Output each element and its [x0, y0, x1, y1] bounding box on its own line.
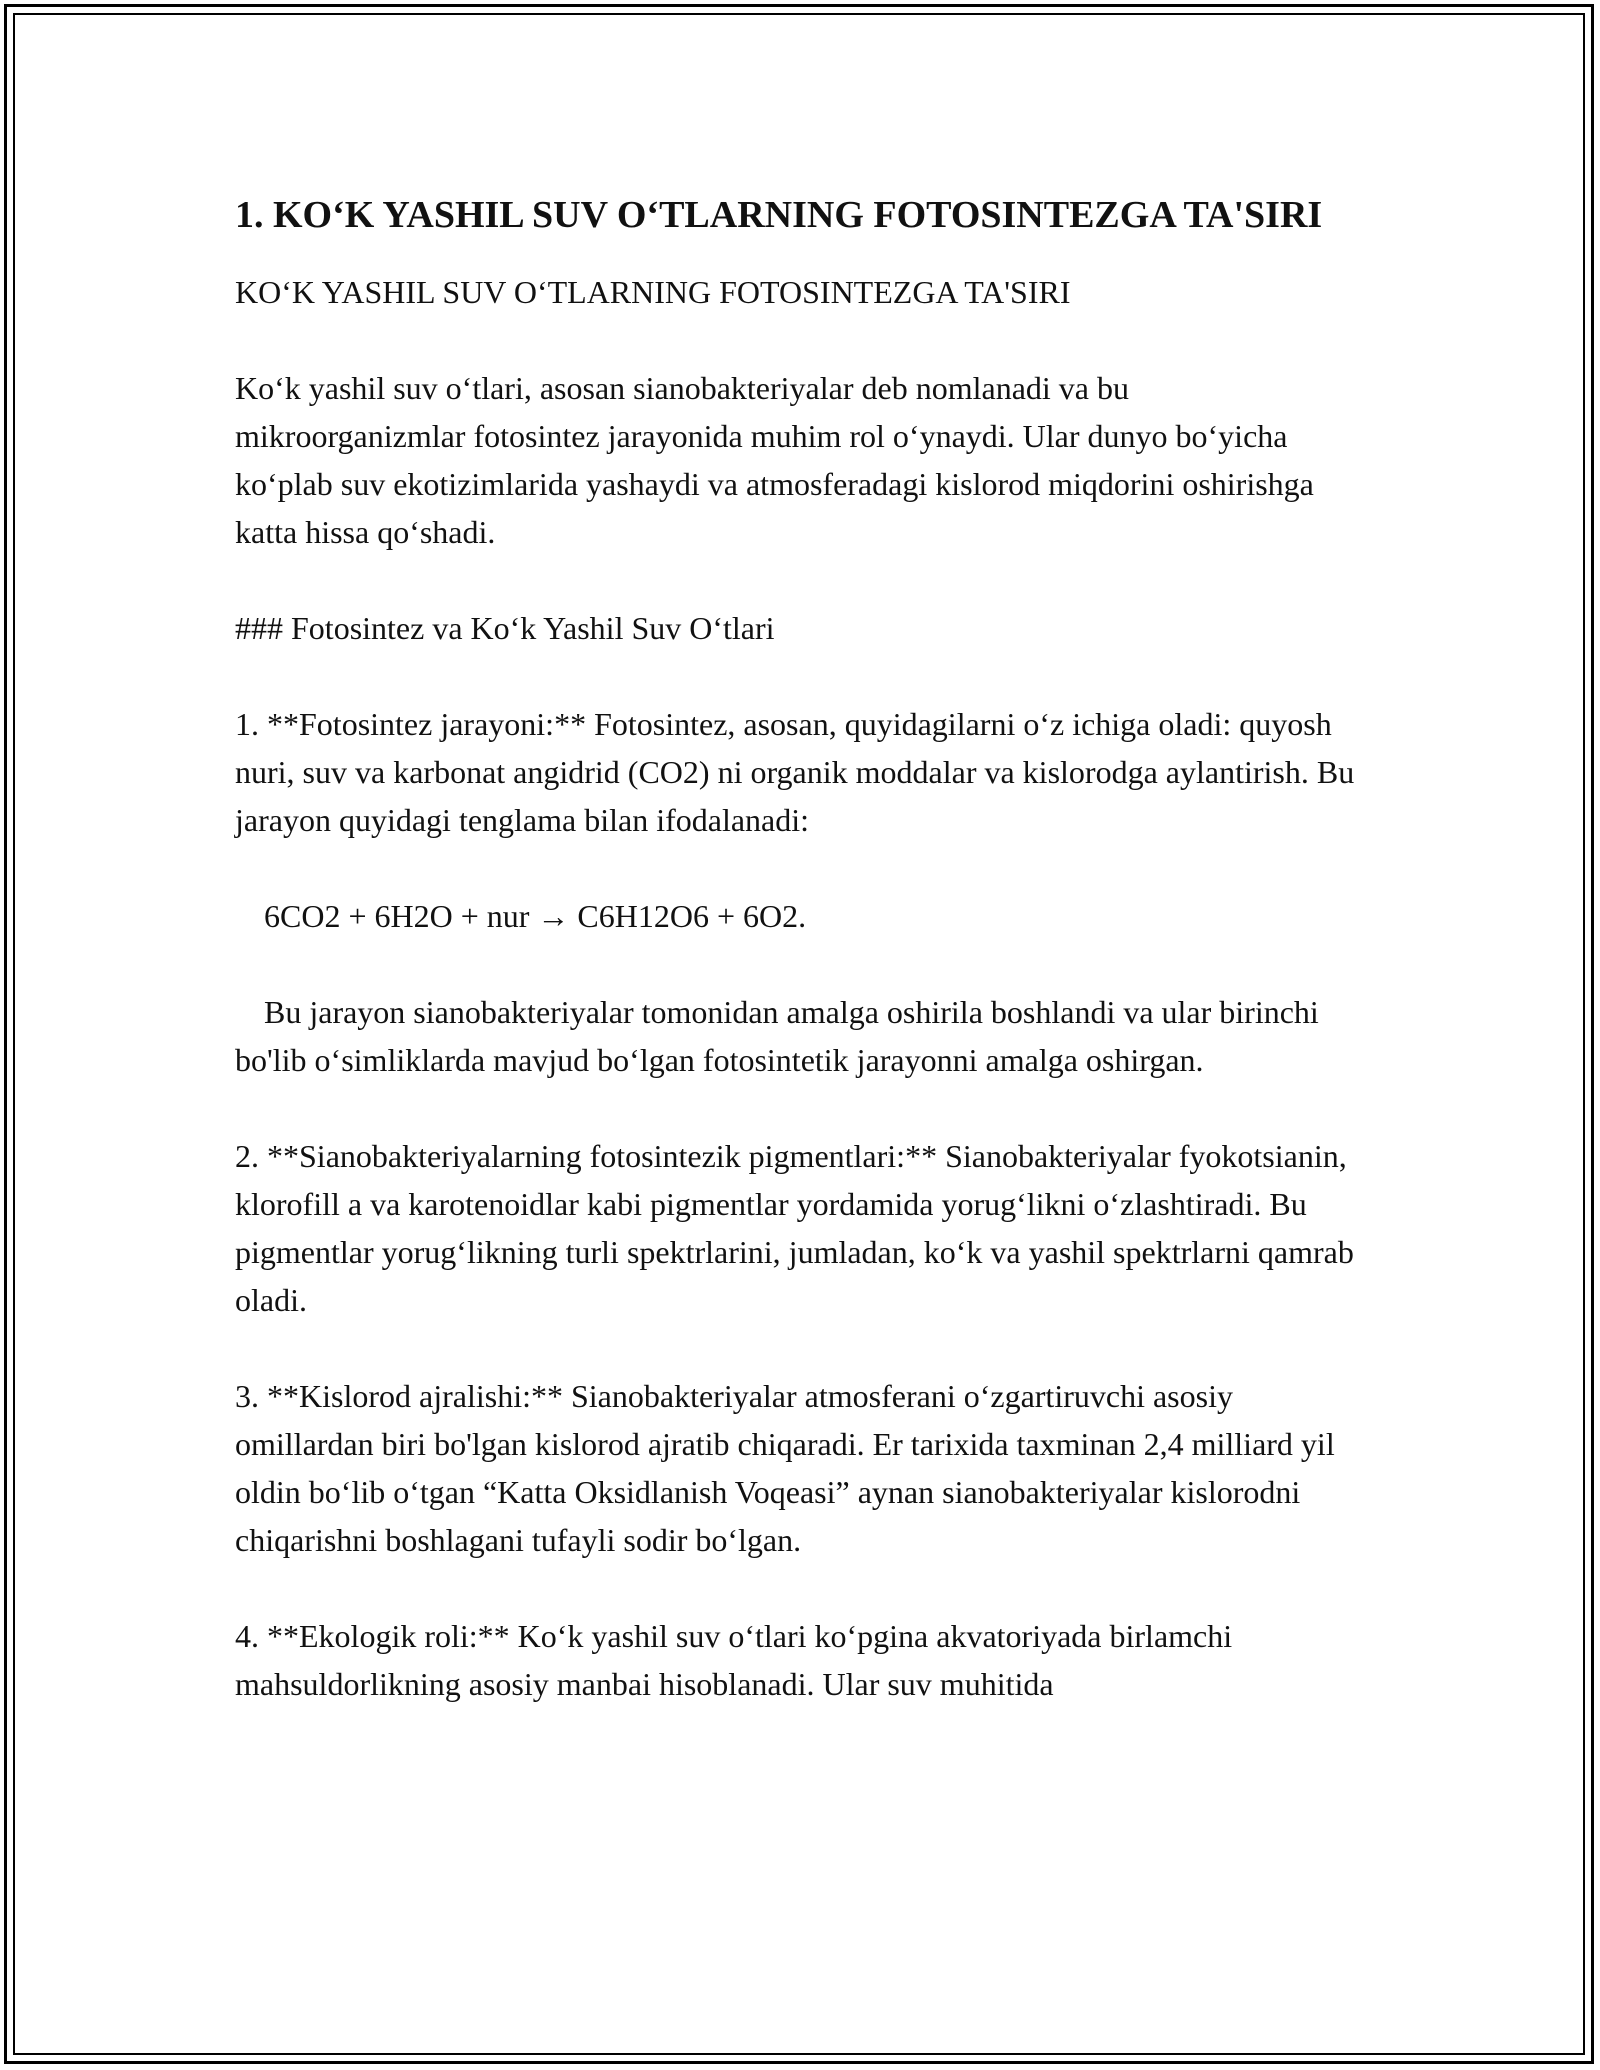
list-item-3: 3. **Kislorod ajralishi:** Sianobakteriyalar atmosferani o‘zgartiruvchi asosiy omillardan biri bo'lgan kislorod ajratib chiqaradi. Er tarixida taxminan 2,4 milliard yil oldin bo‘lib o‘tgan “Katta Oksidlanish Voqeasi” aynan sianobakteriyalar kislorodni chiqarishni boshlagani tufayli sodir bo‘lgan.: [235, 1378, 1335, 1558]
document-body: [235, 188, 1355, 1756]
document-subtitle: KO‘K YASHIL SUV O‘TLARNING FOTOSINTEZGA TA'SIRI: [235, 274, 1071, 310]
section-heading: ### Fotosintez va Ko‘k Yashil Suv O‘tlari: [235, 610, 775, 646]
paragraph-process: Bu jarayon sianobakteriyalar tomonidan amalga oshirila boshlandi va ular birinchi bo'lib o‘simliklarda mavjud bo‘lgan fotosintetik jarayonni amalga oshirgan.: [235, 994, 1319, 1078]
list-item-4: 4. **Ekologik roli:** Ko‘k yashil suv o‘tlari ko‘pgina akvatoriyada birlamchi mahsuldorlikning asosiy manbai hisoblanadi. Ular suv muhitida: [235, 1618, 1233, 1702]
list-item-1: 1. **Fotosintez jarayoni:** Fotosintez, asosan, quyidagilarni o‘z ichiga oladi: quyosh nuri, suv va karbonat angidrid (CO2) ni organik moddalar va kislorodga aylantirish. Bu jarayon quyidagi tenglama bilan ifodalanadi:: [235, 706, 1355, 838]
list-item-2: 2. **Sianobakteriyalarning fotosintezik pigmentlari:** Sianobakteriyalar fyokotsianin, klorofill a va karotenoidlar kabi pigmentlar yordamida yorug‘likni o‘zlashtiradi. Bu pigmentlar yorug‘likning turli spektrlarini, jumladan, ko‘k va yashil spektrlarni qamrab oladi.: [235, 1138, 1354, 1318]
document-title: 1. KO‘K YASHIL SUV O‘TLARNING FOTOSINTEZGA TA'SIRI: [235, 194, 1323, 236]
paragraph-intro: Ko‘k yashil suv o‘tlari, asosan sianobakteriyalar deb nomlanadi va bu mikroorganizmlar fotosintez jarayonida muhim rol o‘ynaydi. Ular dunyo bo‘yicha ko‘plab suv ekotizimlarida yashaydi va atmosferadagi kislorod miqdorini oshirishga katta hissa qo‘shadi.: [235, 370, 1314, 550]
equation: 6CO2 + 6H2O + nur → C6H12O6 + 6O2.: [264, 898, 807, 934]
